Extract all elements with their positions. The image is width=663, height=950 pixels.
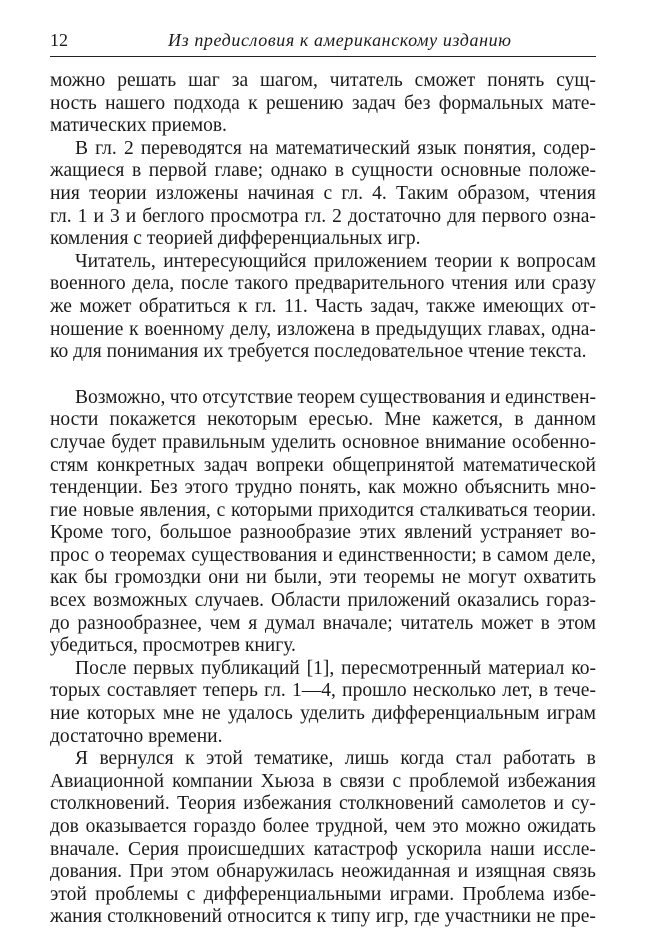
text-line: всех возможных случаев. Области приложений оказались гораз- [50, 590, 596, 612]
text-line: этой проблемы с дифференциальными играми. Проблема избе- [50, 883, 596, 905]
text-line: ность нашего подхода к решению задач без формальных мате- [50, 92, 596, 114]
text-line: гл. 1 и 3 и беглого просмотра гл. 2 достаточно для первого озна- [50, 205, 596, 227]
text-line: Возможно, что отсутствие теорем существования и единствен- [75, 386, 596, 408]
body-text [50, 70, 596, 929]
text-line: же может обратиться к гл. 11. Часть задач, также имеющих от- [50, 295, 596, 317]
text-line: ко для понимания их требуется последовательное чтение текста. [50, 341, 587, 363]
text-line: до разнообразнее, чем я думал вначале; читатель может в этом [50, 612, 596, 634]
paragraph [50, 748, 596, 929]
text-line: как бы громоздки они ни были, эти теоремы не могут охватить [50, 567, 596, 589]
paragraph [50, 658, 596, 748]
text-line: Читатель, интересующийся приложением теории к вопросам [75, 250, 596, 272]
text-line: жащиеся в первой главе; однако в сущности основные положе- [50, 160, 596, 182]
text-line: можно решать шаг за шагом, читатель сможет понять сущ- [50, 70, 596, 91]
text-line: матических приемов. [50, 115, 227, 137]
text-line: Я вернулся к этой тематике, лишь когда стал работать в [75, 748, 596, 770]
text-line: вначале. Серия происшедших катастроф ускорила наши иссле- [50, 838, 596, 860]
text-line: достаточно времени. [50, 725, 223, 747]
text-line: стям конкретных задач вопреки общепринятой математической [50, 454, 596, 476]
text-line: столкновений. Теория избежания столкновений самолетов и су- [50, 793, 596, 815]
paragraph [50, 70, 596, 138]
text-line: После первых публикаций [1], пересмотренный материал ко- [75, 657, 596, 679]
text-line: прос о теоремах существования и единственности; в самом деле, [50, 544, 596, 566]
paragraph [50, 251, 596, 364]
text-line: убедиться, просмотрев книгу. [50, 635, 296, 657]
text-line: гие новые явления, с которыми приходится сталкиваться теории. [50, 499, 596, 521]
text-line: Кроме того, большое разнообразие этих явлений устраняет во- [50, 522, 596, 544]
running-title: Из предисловия к американскому изданию [168, 30, 512, 50]
text-line: В гл. 2 переводятся на математический язык понятия, содер- [75, 137, 596, 159]
text-line: Авиационной компании Хьюза в связи с проблемой избежания [50, 770, 596, 792]
paragraph [50, 387, 596, 658]
text-line: комления с теорией дифференциальных игр. [50, 228, 421, 250]
paragraph-gap [50, 364, 596, 387]
text-line: ношение к военному делу, изложена в предыдущих главах, одна- [50, 318, 596, 340]
text-line: жания столкновений относится к типу игр, где участники не пре- [50, 906, 596, 928]
text-line: торых составляет теперь гл. 1—4, прошло несколько лет, в тече- [50, 680, 596, 702]
text-line: случае будет правильным уделить основное внимание особенно- [50, 431, 596, 453]
text-line: дования. При этом обнаружилась неожиданная и изящная связь [50, 861, 596, 883]
text-line: военного дела, после такого предварительного чтения или сразу [50, 273, 596, 295]
text-line: тенденции. Без этого трудно понять, как можно объяснить мно- [50, 477, 596, 499]
text-line: ния теории изложены начиная с гл. 4. Таким образом, чтения [50, 182, 596, 204]
paragraph [50, 138, 596, 251]
page-number: 12 [50, 30, 68, 50]
text-line: ние которых мне не удалось уделить дифференциальным играм [50, 703, 596, 725]
text-line: дов оказывается гораздо более трудной, чем это можно ожидать [50, 816, 596, 837]
text-line: ности покажется некоторым ересью. Мне кажется, в данном [50, 409, 596, 431]
running-header [50, 26, 596, 57]
